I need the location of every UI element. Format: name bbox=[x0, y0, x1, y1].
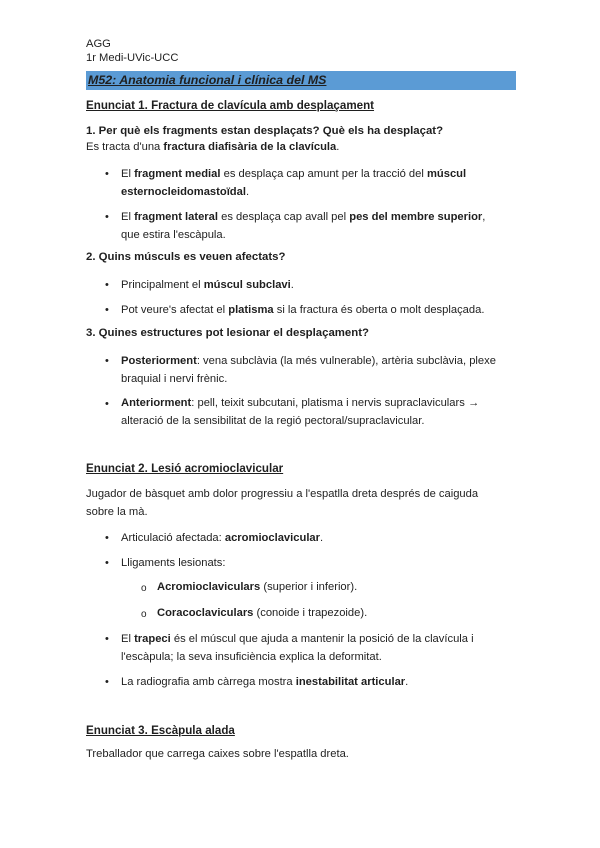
sub-bullet-icon: o bbox=[141, 583, 147, 594]
list-item-posteriorment: Posteriorment: vena subclàvia (la més vulnerable), artèria subclàvia, plexe braquial i nervi frènic. bbox=[121, 355, 496, 385]
question-1-intro: Es tracta d'una fractura diafisària de la clavícula. bbox=[86, 141, 340, 153]
bullet-icon: • bbox=[105, 676, 109, 688]
bullet-icon: • bbox=[105, 168, 109, 180]
bullet-icon: • bbox=[105, 557, 109, 569]
header-author: AGG bbox=[86, 38, 111, 50]
sub-bullet-icon: o bbox=[141, 609, 147, 620]
section-3-heading: Enunciat 3. Escàpula alada bbox=[86, 724, 235, 737]
list-item-lligaments: Lligaments lesionats: bbox=[121, 557, 226, 569]
list-item-subclavi: Principalment el múscul subclavi. bbox=[121, 279, 294, 291]
list-item-fragment-medial: El fragment medial es desplaça cap amunt per la tracció del múscul esternocleidomastoïdal. bbox=[121, 168, 467, 198]
section-2-intro: Jugador de bàsquet amb dolor progressiu a l'espatlla dreta després de caiguda sobre la mà. bbox=[86, 488, 479, 518]
bullet-icon: • bbox=[105, 211, 109, 223]
question-3: 3. Quines estructures pot lesionar el desplaçament? bbox=[86, 327, 369, 339]
bullet-icon: • bbox=[105, 304, 109, 316]
list-item-radiografia: La radiografia amb càrrega mostra inestabilitat articular. bbox=[121, 676, 409, 688]
bullet-icon: • bbox=[105, 532, 109, 544]
bullet-icon: • bbox=[105, 279, 109, 291]
list-item-articulacio: Articulació afectada: acromioclavicular. bbox=[121, 532, 324, 544]
bullet-icon: • bbox=[105, 398, 109, 410]
section-2-heading: Enunciat 2. Lesió acromioclavicular bbox=[86, 462, 284, 475]
list-item-anteriorment: Anteriorment: pell, teixit subcutani, platisma i nervis supraclaviculars → alteració de la sensibilitat de la regió pectoral/supraclavicular. bbox=[121, 397, 480, 427]
bullet-icon: • bbox=[105, 633, 109, 645]
section-3-intro: Treballador que carrega caixes sobre l'espatlla dreta. bbox=[86, 748, 349, 760]
list-item-fragment-lateral: El fragment lateral es desplaça cap avall pel pes del membre superior, que estira l'escàpula. bbox=[121, 211, 486, 241]
list-item-trapeci: El trapeci és el múscul que ajuda a mantenir la posició de la clavícula i l'escàpula; la seva insuficiència explica la deformitat. bbox=[121, 633, 474, 663]
header-course: 1r Medi-UVic-UCC bbox=[86, 52, 179, 64]
question-1: 1. Per què els fragments estan desplaçats? Què els ha desplaçat? bbox=[86, 125, 444, 137]
list-item-platisma: Pot veure's afectat el platisma si la fractura és oberta o molt desplaçada. bbox=[121, 304, 485, 316]
document-title: M52: Anatomia funcional i clínica del MS bbox=[88, 73, 327, 87]
question-2: 2. Quins músculs es veuen afectats? bbox=[86, 251, 286, 263]
bullet-icon: • bbox=[105, 355, 109, 367]
title-bar bbox=[86, 71, 516, 90]
sub-item-acromioclaviculars: Acromioclaviculars (superior i inferior). bbox=[157, 581, 358, 593]
sub-item-coracoclaviculars: Coracoclaviculars (conoide i trapezoide). bbox=[157, 607, 368, 619]
section-1-heading: Enunciat 1. Fractura de clavícula amb desplaçament bbox=[86, 99, 375, 112]
